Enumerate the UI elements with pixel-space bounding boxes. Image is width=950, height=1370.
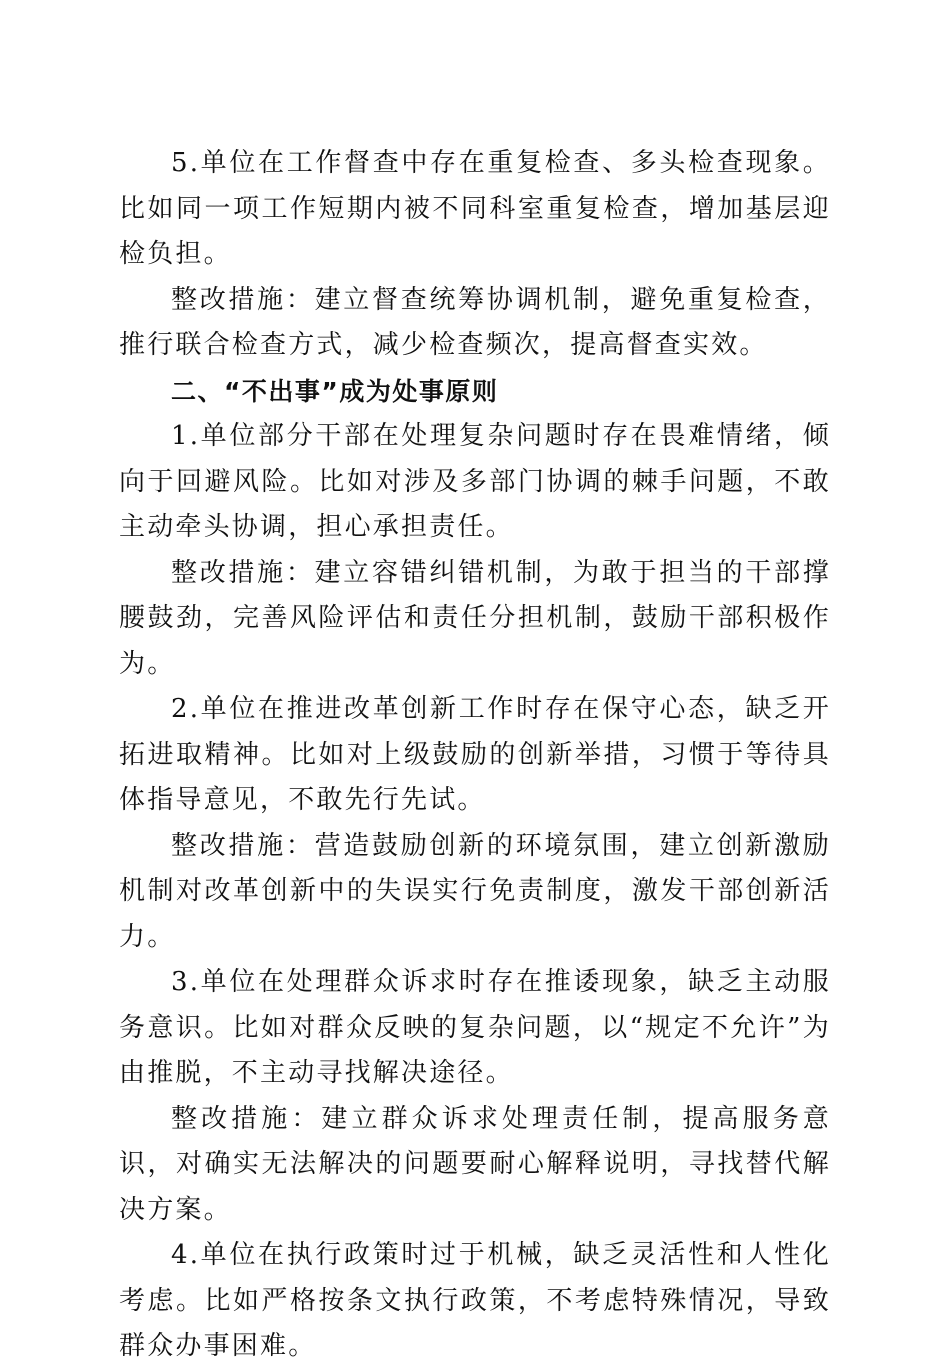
- rectification-paragraph: 整改措施：建立群众诉求处理责任制，提高服务意识，对确实无法解决的问题要耐心解释说明，寻找替代解决方案。: [119, 1103, 831, 1225]
- issue-paragraph-4: 4.单位在执行政策时过于机械，缺乏灵活性和人性化考虑。比如严格按条文执行政策，不考虑特殊情况，导致群众办事困难。: [119, 1240, 831, 1361]
- issue-paragraph-2: 2.单位在推进改革创新工作时存在保守心态，缺乏开拓进取精神。比如对上级鼓励的创新举措，习惯于等待具体指导意见，不敢先行先试。: [119, 694, 831, 815]
- rectification-paragraph: 整改措施：营造鼓励创新的环境氛围，建立创新激励机制对改革创新中的失误实行免责制度，激发干部创新活力。: [119, 830, 831, 952]
- issue-paragraph-3: 3.单位在处理群众诉求时存在推诿现象，缺乏主动服务意识。比如对群众反映的复杂问题，以“规定不允许”为由推脱，不主动寻找解决途径。: [119, 967, 831, 1088]
- issue-paragraph-5: 5.单位在工作督查中存在重复检查、多头检查现象。比如同一项工作短期内被不同科室重复检查，增加基层迎检负担。: [119, 148, 831, 269]
- document-body: [119, 141, 831, 1370]
- section-heading: 二、“不出事”成为处事原则: [171, 376, 499, 406]
- rectification-paragraph: 整改措施：建立容错纠错机制，为敢于担当的干部撑腰鼓劲，完善风险评估和责任分担机制，鼓励干部积极作为。: [119, 557, 831, 679]
- issue-paragraph-1: 1.单位部分干部在处理复杂问题时存在畏难情绪，倾向于回避风险。比如对涉及多部门协调的棘手问题，不敢主动牵头协调，担心承担责任。: [119, 421, 831, 542]
- rectification-paragraph: 整改措施：建立督查统筹协调机制，避免重复检查，推行联合检查方式，减少检查频次，提高督查实效。: [119, 284, 831, 360]
